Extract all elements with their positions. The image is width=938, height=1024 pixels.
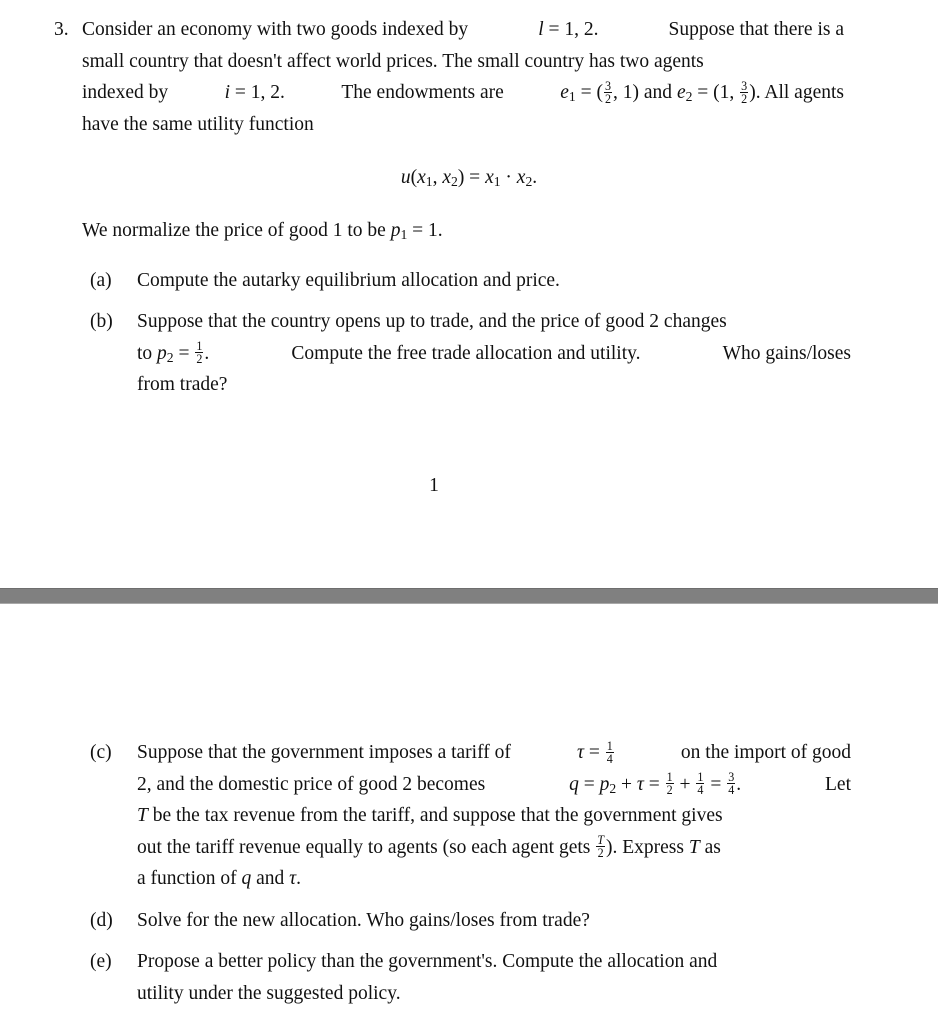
page-separator: [0, 588, 938, 604]
intro-line-2: small country that doesn't affect world prices. The small country has two agents: [82, 50, 704, 72]
math-p1: $p_1 = 1$.: [390, 220, 443, 243]
part-a: [90, 265, 850, 297]
intro-line-3: indexed by i = 1, 2. The endowments are $e_1$ = ( $\frac{3}{2}$ , 1) and $e_2 = (1$, $\frac{3}{2}$ ). All agents: [82, 77, 844, 109]
part-c: [90, 737, 850, 895]
math-endowments: $e_1$ = ( $\frac{3}{2}$ , 1) and $e_2 = (1$, $\frac{3}{2}$ ). All agents: [560, 78, 844, 106]
part-c-line-2: 2, and the domestic price of good 2 becomes $q = p_2 + \tau$ = $\frac{1}{2}$ + $\frac{1}{4}$ = $\frac{3}{4}$ . Let: [137, 770, 851, 798]
part-d-label: (d): [90, 910, 113, 931]
part-c-line-3: T be the tax revenue from the tariff, and suppose that the government gives: [137, 805, 723, 826]
part-c-line-1: Suppose that the government imposes a tariff of τ = $\frac{1}{4}$ on the import of good: [137, 738, 851, 766]
part-b-line-1: Suppose that the country opens up to trade, and the price of good 2 changes: [137, 311, 727, 332]
part-b-line-3: from trade?: [137, 374, 228, 395]
part-a-label: (a): [90, 270, 112, 291]
part-c-line-4: out the tariff revenue equally to agents (so each agent gets $\frac{T}{2}$ ). Express T as: [137, 833, 721, 861]
math-i-equals: i = 1, 2.: [224, 82, 285, 103]
part-b-label: (b): [90, 311, 113, 332]
part-c-line-5: a function of q and τ.: [137, 868, 302, 889]
part-e-line-2: utility under the suggested policy.: [137, 982, 401, 1004]
part-c-label: (c): [90, 742, 112, 763]
part-e-label: (e): [90, 951, 112, 972]
utility-function-equation: $u(x_1$, $x_2) = x_1 \cdot x_2$.: [400, 167, 538, 190]
part-e: [90, 946, 850, 1009]
page-number: 1: [429, 475, 439, 496]
part-d-text: Solve for the new allocation. Who gains/loses from trade?: [137, 910, 590, 931]
problem-3: [54, 14, 844, 140]
part-a-text: Compute the autarky equilibrium allocation and price.: [137, 270, 560, 291]
intro-line-1: Consider an economy with two goods indexed by l = 1, 2. Suppose that there is a: [82, 14, 844, 46]
part-b-line-2: to $p_2$ = $\frac{1}{2}$ . Compute the free trade allocation and utility. Who gains/loses: [137, 339, 851, 367]
part-b: [90, 306, 850, 401]
problem-intro: [82, 14, 844, 140]
part-e-line-1: Propose a better policy than the government's. Compute the allocation and: [137, 951, 718, 972]
part-d: [90, 905, 850, 937]
problem-number: 3.: [54, 19, 69, 40]
pdf-page-2: [0, 604, 938, 1024]
intro-line-4: have the same utility function: [82, 113, 314, 135]
price-normalization: We normalize the price of good 1 to be $p_1 = 1$.: [82, 220, 443, 243]
math-l-equals: l = 1, 2.: [538, 19, 599, 40]
